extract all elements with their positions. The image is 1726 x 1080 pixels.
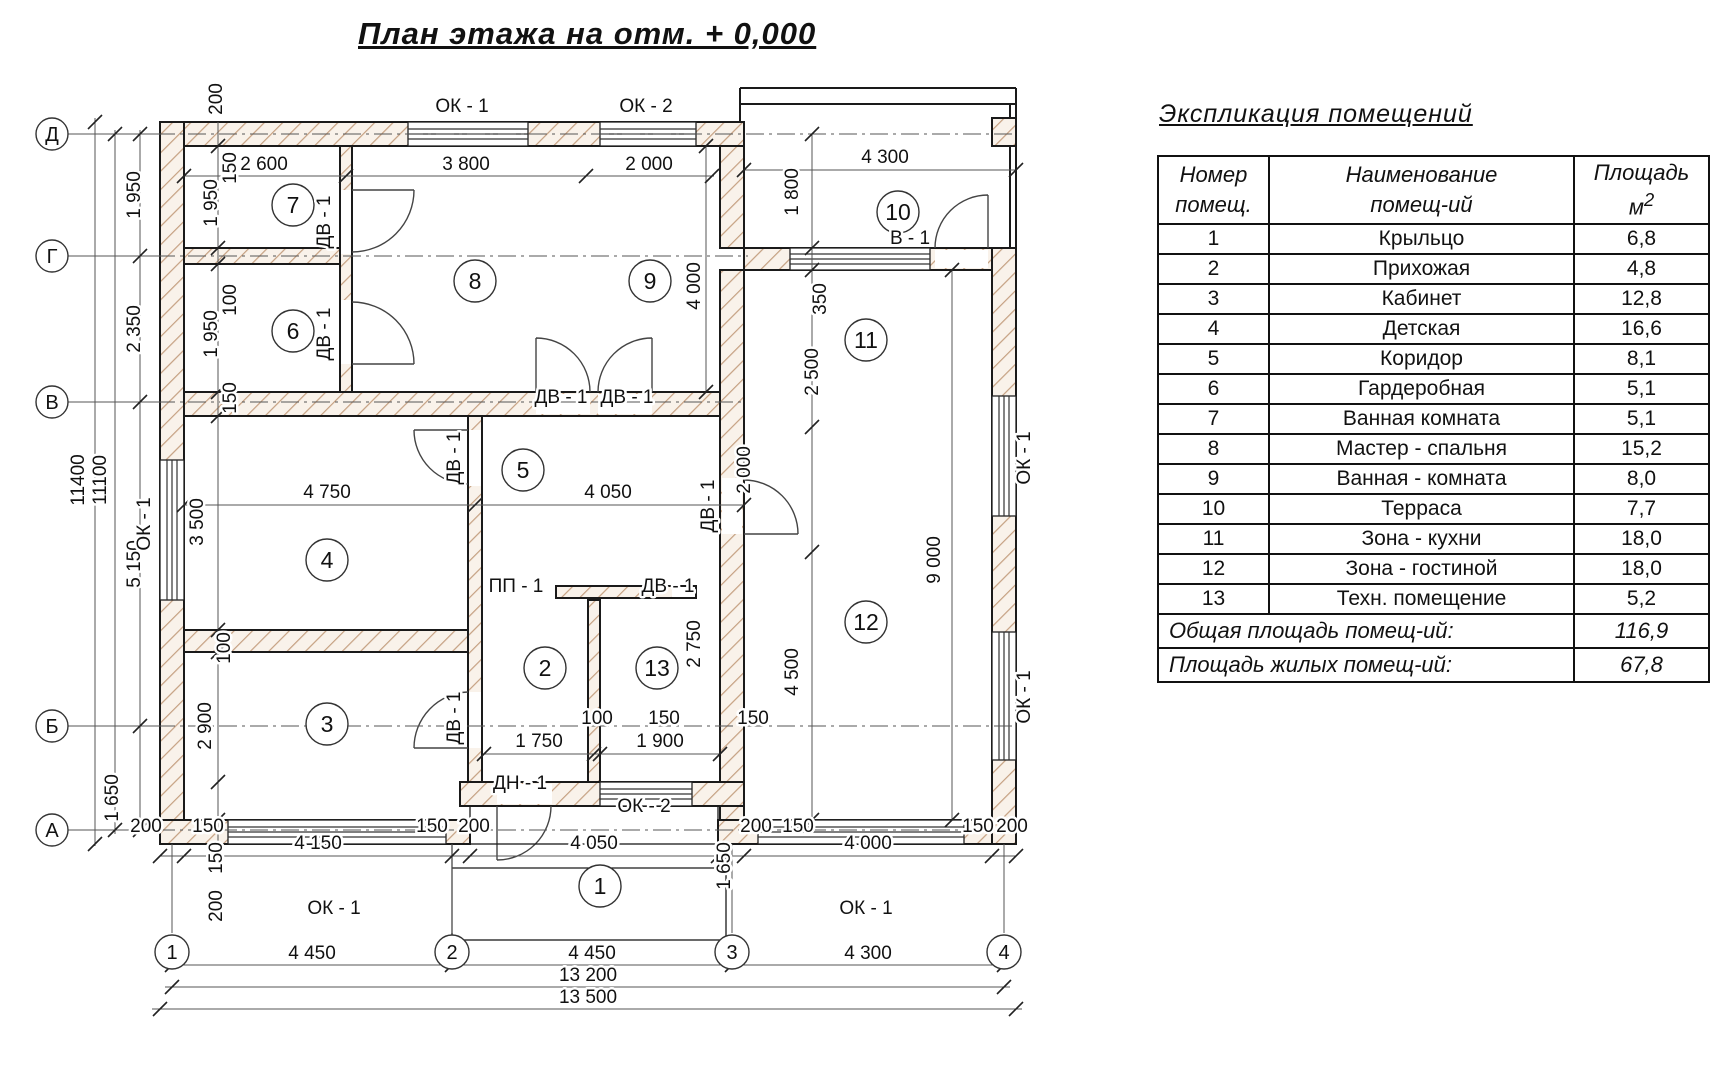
door-label: ДВ - 1 xyxy=(698,479,719,533)
room-number: 8 xyxy=(468,268,482,294)
table-row xyxy=(1158,344,1709,374)
room-number: 4 xyxy=(320,547,334,573)
room-number-cell: 1 xyxy=(1158,224,1269,254)
room-number: 7 xyxy=(286,192,300,218)
window-label: ОК - 1 xyxy=(435,96,489,117)
axis-label: А xyxy=(45,820,59,842)
dim-label: 150 xyxy=(206,842,227,874)
dim-label: 11400 xyxy=(68,454,89,506)
door-label: ПП - 1 xyxy=(488,576,544,597)
room-name-cell: Терраса xyxy=(1269,494,1574,524)
room-area-cell: 5,1 xyxy=(1574,404,1709,434)
room-name-cell: Крыльцо xyxy=(1269,224,1574,254)
dim-label: 4 000 xyxy=(684,262,705,310)
total-value: 116,9 xyxy=(1574,614,1709,648)
room-number-cell: 13 xyxy=(1158,584,1269,614)
room-number: 6 xyxy=(286,318,300,344)
room-area-cell: 16,6 xyxy=(1574,314,1709,344)
room-name-cell: Кабинет xyxy=(1269,284,1574,314)
dim-label: 13 200 xyxy=(558,965,618,986)
room-name-cell: Прихожая xyxy=(1269,254,1574,284)
window-label: ОК - 1 xyxy=(134,497,155,551)
dim-label: 4 050 xyxy=(570,833,618,854)
dim-label: 4 500 xyxy=(782,648,803,696)
dim-label: 350 xyxy=(810,283,831,315)
door-label: ДВ - 1 xyxy=(444,431,465,485)
dim-label: 1 650 xyxy=(102,774,123,822)
room-area-cell: 15,2 xyxy=(1574,434,1709,464)
room-name-cell: Зона - кухни xyxy=(1269,524,1574,554)
dim-label: 1 950 xyxy=(201,179,222,227)
table-title: Экспликация помещений xyxy=(1159,100,1473,128)
table-total-row xyxy=(1158,648,1709,682)
door-label: В - 1 xyxy=(889,228,931,249)
door-label: ДВ - 1 xyxy=(444,691,465,745)
room-area-cell: 5,2 xyxy=(1574,584,1709,614)
room-area-cell: 7,7 xyxy=(1574,494,1709,524)
room-number: 12 xyxy=(853,609,879,635)
axis-label: 4 xyxy=(998,942,1010,964)
axis-label: Б xyxy=(45,716,59,738)
room-number: 11 xyxy=(854,327,878,353)
dim-label: 150 xyxy=(782,816,814,837)
dim-label: 2 600 xyxy=(240,154,288,175)
room-number-cell: 9 xyxy=(1158,464,1269,494)
header-room-area: Площадь $м^2$ xyxy=(1574,156,1709,224)
door-label: ДВ - 1 xyxy=(641,576,695,597)
dim-label: 2 900 xyxy=(195,702,216,750)
dim-label: 4 300 xyxy=(844,943,892,964)
room-number: 2 xyxy=(538,655,552,681)
room-name-cell: Ванная - комната xyxy=(1269,464,1574,494)
dim-label: 1 900 xyxy=(636,731,684,752)
dim-label: 200 xyxy=(458,816,490,837)
room-name-cell: Гардеробная xyxy=(1269,374,1574,404)
axis-label: В xyxy=(45,392,59,414)
room-area-cell: 18,0 xyxy=(1574,554,1709,584)
rooms-table xyxy=(1157,155,1710,683)
table-row xyxy=(1158,284,1709,314)
table-row xyxy=(1158,374,1709,404)
room-area-cell: 6,8 xyxy=(1574,224,1709,254)
dim-label: 4 450 xyxy=(568,943,616,964)
dim-label: 2 000 xyxy=(625,154,673,175)
room-number: 13 xyxy=(644,655,670,681)
window-label: ОК - 1 xyxy=(839,898,893,919)
room-number-cell: 7 xyxy=(1158,404,1269,434)
dim-label: 1 950 xyxy=(201,310,222,358)
room-number: 1 xyxy=(593,873,607,899)
dim-label: 150 xyxy=(220,382,241,414)
axis-label: Г xyxy=(46,246,58,268)
dim-label: 5 150 xyxy=(124,540,145,588)
dim-label: 200 xyxy=(130,816,162,837)
table-total-row xyxy=(1158,614,1709,648)
table-row xyxy=(1158,554,1709,584)
dim-label: 150 xyxy=(737,708,769,729)
dim-label: 3 800 xyxy=(442,154,490,175)
room-number-cell: 12 xyxy=(1158,554,1269,584)
table-row xyxy=(1158,404,1709,434)
room-area-cell: 8,0 xyxy=(1574,464,1709,494)
axis-label: 1 xyxy=(166,942,178,964)
dim-label: 2 000 xyxy=(734,446,755,494)
dim-label: 4 300 xyxy=(861,147,909,168)
table-row xyxy=(1158,224,1709,254)
dim-label: 200 xyxy=(996,816,1028,837)
room-number-cell: 10 xyxy=(1158,494,1269,524)
room-number-cell: 6 xyxy=(1158,374,1269,404)
room-name-cell: Коридор xyxy=(1269,344,1574,374)
room-number-cell: 3 xyxy=(1158,284,1269,314)
dim-label: 100 xyxy=(220,284,241,316)
room-number-cell: 5 xyxy=(1158,344,1269,374)
room-area-cell: 5,1 xyxy=(1574,374,1709,404)
total-label: Общая площадь помещ-ий: xyxy=(1158,614,1574,648)
header-room-name: Наименование помещ-ий xyxy=(1269,156,1574,224)
page-title: План этажа на отм. + 0,000 xyxy=(358,16,817,51)
door-label: ДВ - 1 xyxy=(314,307,335,361)
dim-label: 1 750 xyxy=(515,731,563,752)
table-header-row xyxy=(1158,156,1709,224)
room-number: 9 xyxy=(643,268,657,294)
dim-label: 9 000 xyxy=(924,536,945,584)
window-label: ОК - 2 xyxy=(619,96,673,117)
dim-label: 150 xyxy=(962,816,994,837)
dim-label: 200 xyxy=(740,816,772,837)
axis-label: Д xyxy=(45,124,59,146)
table-row xyxy=(1158,464,1709,494)
window-label: ОК - 1 xyxy=(307,898,361,919)
room-number-cell: 8 xyxy=(1158,434,1269,464)
dim-label: 150 xyxy=(192,816,224,837)
room-area-cell: 12,8 xyxy=(1574,284,1709,314)
total-value: 67,8 xyxy=(1574,648,1709,682)
dim-label: 150 xyxy=(648,708,680,729)
dim-label: 150 xyxy=(220,152,241,184)
total-label: Площадь жилых помещ-ий: xyxy=(1158,648,1574,682)
table-row xyxy=(1158,584,1709,614)
table-row xyxy=(1158,254,1709,284)
dim-label: 2 500 xyxy=(802,348,823,396)
table-row xyxy=(1158,434,1709,464)
dim-label: 200 xyxy=(206,83,227,115)
room-area-cell: 18,0 xyxy=(1574,524,1709,554)
room-name-cell: Ванная комната xyxy=(1269,404,1574,434)
table-row xyxy=(1158,524,1709,554)
axis-label: 3 xyxy=(726,942,738,964)
room-name-cell: Мастер - спальня xyxy=(1269,434,1574,464)
dim-label: 2 350 xyxy=(124,305,145,353)
room-area-cell: 4,8 xyxy=(1574,254,1709,284)
room-name-cell: Детская xyxy=(1269,314,1574,344)
room-table-body xyxy=(1158,156,1709,682)
dim-label: 4 750 xyxy=(303,482,351,503)
window-label: ОК - 1 xyxy=(1014,670,1035,724)
room-number: 10 xyxy=(885,199,911,225)
room-number: 5 xyxy=(516,457,530,483)
room-number-cell: 2 xyxy=(1158,254,1269,284)
dim-label: 13 500 xyxy=(558,987,618,1008)
dim-label: 100 xyxy=(581,708,613,729)
door-label: ДВ - 1 xyxy=(600,387,654,408)
door-label: ДВ - 1 xyxy=(534,387,588,408)
dim-label: 3 500 xyxy=(187,498,208,546)
door-swings xyxy=(352,190,988,860)
dim-label: 200 xyxy=(206,890,227,922)
dim-label: 4 450 xyxy=(288,943,336,964)
dim-label: 1 800 xyxy=(782,168,803,216)
table-row xyxy=(1158,314,1709,344)
door-label: ДН - 1 xyxy=(492,773,548,794)
room-number: 3 xyxy=(320,711,334,737)
door-label: ДВ - 1 xyxy=(314,195,335,249)
room-number-cell: 11 xyxy=(1158,524,1269,554)
dim-label: 1 950 xyxy=(124,171,145,219)
room-name-cell: Зона - гостиной xyxy=(1269,554,1574,584)
table-row xyxy=(1158,494,1709,524)
room-name-cell: Техн. помещение xyxy=(1269,584,1574,614)
dim-label: 1 650 xyxy=(714,842,735,890)
room-area-cell: 8,1 xyxy=(1574,344,1709,374)
dim-label: 2 750 xyxy=(684,620,705,668)
window-label: ОК - 1 xyxy=(1014,431,1035,485)
dim-label: 100 xyxy=(214,632,235,664)
room-number-cell: 4 xyxy=(1158,314,1269,344)
terrace-balustrade xyxy=(740,88,1016,248)
dim-label: 11100 xyxy=(90,454,111,506)
dim-label: 4 150 xyxy=(294,833,342,854)
window-label: ОК - 2 xyxy=(617,796,671,817)
dim-label: 4 000 xyxy=(844,833,892,854)
header-room-number: Номер помещ. xyxy=(1158,156,1269,224)
dim-label: 150 xyxy=(416,816,448,837)
explication-panel xyxy=(1157,100,1690,683)
dim-label: 4 050 xyxy=(584,482,632,503)
axis-label: 2 xyxy=(446,942,458,964)
